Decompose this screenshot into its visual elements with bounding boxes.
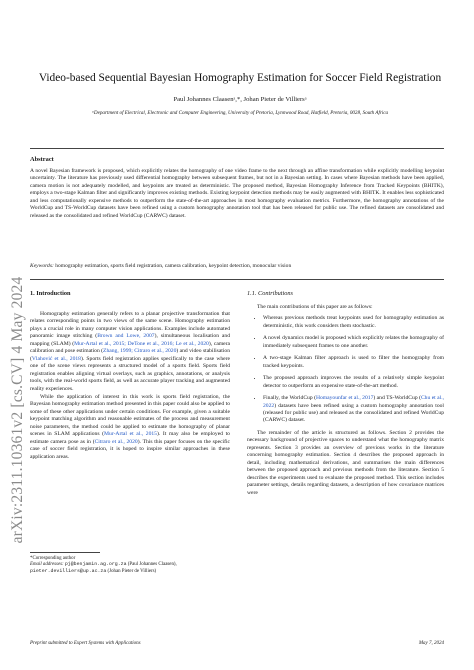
- list-item: • A novel dynamics model is proposed which explicitly relates the homography of immediately subsequent frames to one another.: [263, 335, 444, 350]
- keywords: [30, 263, 444, 269]
- section-heading-introduction: 1. Introduction: [30, 290, 71, 297]
- abstract-bottom-rule: [30, 279, 444, 280]
- citation-link[interactable]: Citraro et al., 2020: [94, 438, 138, 445]
- citation-link[interactable]: Mur-Artal et al., 2015: [104, 431, 157, 438]
- corresponding-author-note: *Corresponding author: [30, 556, 76, 561]
- abstract-text: A novel Bayesian framework is proposed, which explicitly relates the homography of one video frame to the next through an affine transformation while explicitly modelling keypoint uncertainty. The literature has previously used differential homography between subsequent frames, but not in a Bayesian setting. In cases where Bayesian methods have been applied, camera motion is not adequately modelled, and keypoints are treated as deterministic. The proposed method, Bayesian Homography Inference from Tracked Keypoints (BHITK), employs a two-stage Kalman filter and significantly improves existing methods. Existing keypoint detection methods may be easily augmented with BHITK. It enables less sophisticated and less computationally expensive methods to outperform the state-of-the-art approaches in most homography evaluation metrics. Furthermore, the homography annotations of the WorldCup and TS-WorldCup datasets have been refined using a custom homography annotation tool that has been released for public use. The refined datasets are consolidated and released as the consolidated and refined WorldCup (CARWC) dataset.: [30, 168, 444, 219]
- citation-link[interactable]: Chu et al., 2022: [263, 395, 444, 409]
- email-addresses: Email addresses: pj@benjamin.ag.org.za (Paul Johannes Claasen), pieter.devilliers@up.ac.za (Johan Pieter de Villiers): [30, 562, 177, 574]
- abstract-top-rule: [30, 148, 444, 149]
- affiliation: ᵃDepartment of Electrical, Electronic and Computer Engineering, University of Pretoria, Lynnwood Road, Hatfield, Pretoria, 0028, South Africa: [91, 110, 389, 116]
- left-column: [30, 290, 230, 462]
- keywords-label: Keywords:: [30, 263, 54, 269]
- citation-link[interactable]: Mur-Artal et al., 2015; DeTone et al., 2016; Le et al., 2020: [74, 340, 209, 347]
- contributions-intro: The main contributions of this paper are as follows:: [257, 304, 373, 310]
- arxiv-id[interactable]: arXiv:2311.10361v2 [cs.CV] 4 May 2024: [9, 276, 26, 544]
- abstract-heading: Abstract: [30, 156, 54, 163]
- contributions-list: [247, 315, 444, 424]
- author-list: Paul Johannes Claasenᵃ,*, Johan Pieter de Villiersᵃ: [173, 96, 307, 103]
- subsection-heading-contributions: 1.1. Contributions: [247, 290, 294, 297]
- list-item: • Finally, the WorldCup (Homayounfar et al., 2017) and TS-WorldCup (Chu et al., 2022) datasets have been refined using a custom homography annotation tool (released for public use) and released as the consolidated and refined WorldCup (CARWC) dataset.: [263, 395, 444, 425]
- date-footer: May 7, 2024: [418, 641, 444, 646]
- arxiv-watermark: [6, 200, 30, 620]
- citation-link[interactable]: Vlahović et al., 2018: [31, 355, 81, 362]
- list-item: • A two-stage Kalman filter approach is used to filter the homography from tracked keypoints.: [263, 355, 444, 370]
- list-item: • The proposed approach improves the results of a relatively simple keypoint detector to outperform an expensive state-of-the-art method.: [263, 375, 444, 390]
- structure-paragraph: The remainder of the article is structured as follows. Section 2 provides the necessary background of projective spaces to understand what the homography matrix represents. Section 3 provides an overview of previous works in the literature concerning homography estimation. Section 4 describes the proposed approach in detail, including mathematical derivations, and summarises the main differences between the proposed approach and previous methods from the literature. Section 5 describes the experiments used to evaluate the proposed method. This section includes parameter settings, details regarding datasets, a description of how covariance matrices were: [247, 429, 444, 496]
- citation-link[interactable]: Brown and Lowe, 2007: [97, 333, 155, 340]
- intro-paragraph-2: While the application of interest in this work is sports field registration, the Bayesian homography estimation method presented in this paper could also be applied to some of these other applications under certain conditions. For example, given a suitable keypoint matching algorithm and reasonable estimates of the process and measurement noise parameters, the method could be applied to estimate the homography of planar scenes in SLAM applications (Mur-Artal et al., 2015). It may also be employed to estimate camera pose as in (Citraro et al., 2020). This this paper focuses on the specific case of soccer field registration, it is hoped to inspire similar approaches in these application areas.: [30, 393, 231, 460]
- intro-paragraph-1: Homography estimation generally refers to a planar projective transformation that relates corresponding points in two views of the same scene. Homography estimation plays a crucial role in many computer vision applications. Examples include automated panoramic image stitching (Brown and Lowe, 2007), simultaneous localisation and mapping (SLAM) (Mur-Artal et al., 2015; DeTone et al., 2016; Le et al., 2020), camera calibration and pose estimation (Zhang, 1999; Citraro et al., 2020) and video stabilisation (Vlahović et al., 2018). Sports field registration applies specifically to the case where one of the scene views represents a structured model of a sports field. Sports field registration enables aligning virtual overlays, such as graphics, annotations, or analysis tools, with the real-world sports field, as well as accurate player tracking and augmented reality experiences.: [30, 311, 231, 392]
- email-link[interactable]: pj@benjamin.ag.org.za: [64, 562, 127, 568]
- email-link[interactable]: pieter.devilliers@up.ac.za: [30, 568, 107, 574]
- footnote-rule: [30, 552, 100, 553]
- keywords-text: homography estimation, sports field registration, camera calibration, keypoint detection, monocular vision: [53, 263, 292, 269]
- preprint-footer: Preprint submitted to Expert Systems with Applications: [30, 641, 141, 646]
- citation-link[interactable]: Zhang, 1999; Citraro et al., 2020: [103, 348, 177, 355]
- list-item: • Whereas previous methods treat keypoints used for homography estimation as deterministic, this work considers them stochastic.: [263, 315, 444, 330]
- paper-title: Video-based Sequential Bayesian Homography Estimation for Soccer Field Registration: [38, 72, 442, 84]
- footnote: [30, 556, 230, 575]
- right-column: [247, 290, 444, 498]
- citation-link[interactable]: Homayounfar et al., 2017: [315, 395, 374, 402]
